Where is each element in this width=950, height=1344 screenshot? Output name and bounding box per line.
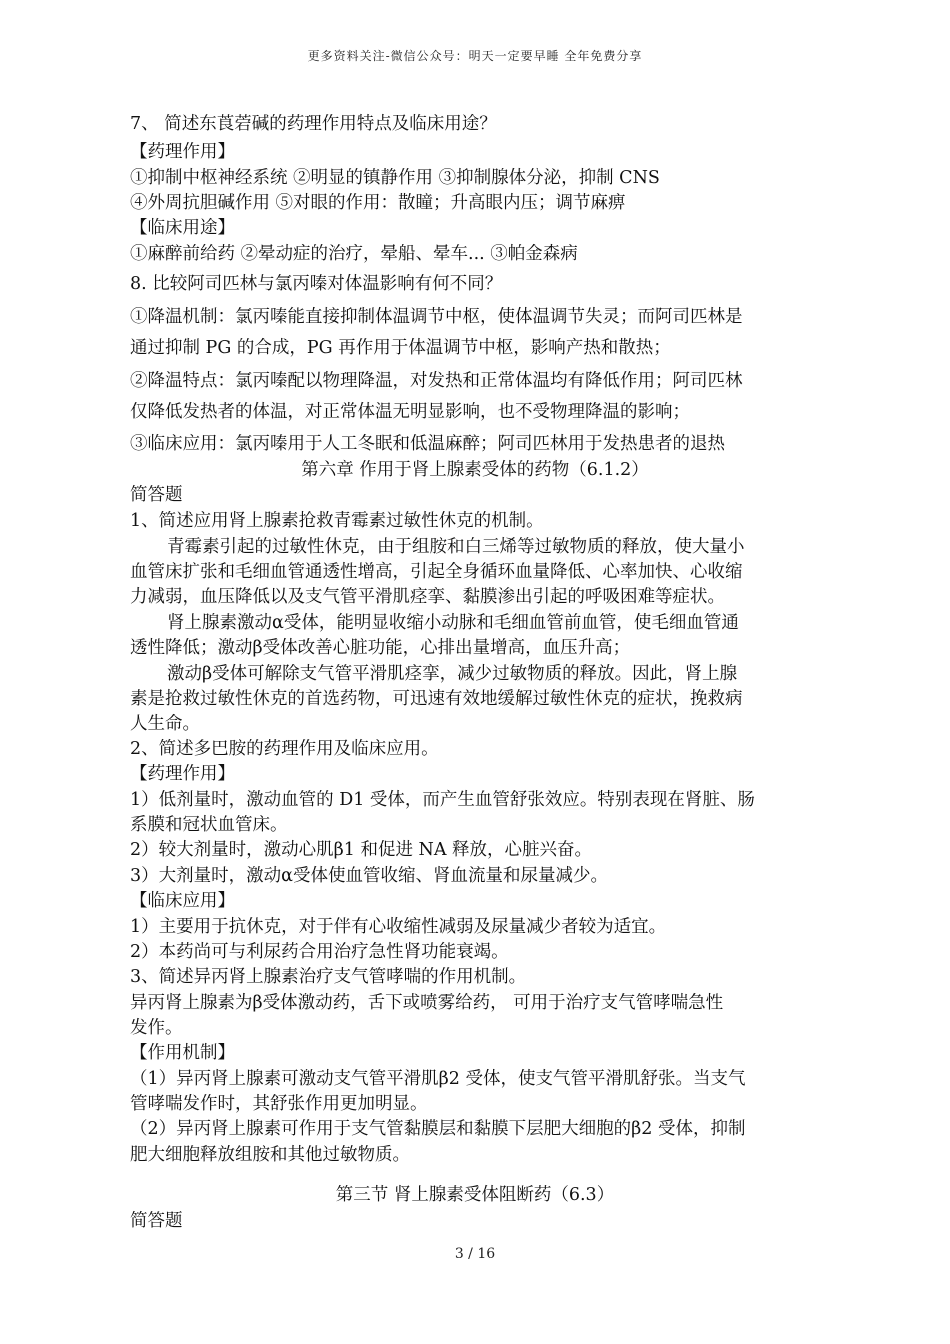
page-number: 3 / 16 [454,1246,496,1262]
paragraph-line: 透性降低；激动β受体改善心脏功能，心排出量增高，血压升高； [130,638,631,658]
text-line: 管哮喘发作时，其舒张作用更加明显。 [130,1094,428,1114]
text-line: 肥大细胞释放组胺和其他过敏物质。 [130,1145,410,1165]
text-line: 1）低剂量时，激动血管的 D1 受体，而产生血管舒张效应。特别表现在肾脏、肠 [130,790,755,810]
section-heading: 【药理作用】 [130,142,235,162]
text-line: 1）主要用于抗休克，对于伴有心收缩性减弱及尿量减少者较为适宜。 [130,917,667,937]
text-line: 2）较大剂量时，激动心肌β1 和促进 NA 释放，心脏兴奋。 [130,840,593,860]
text-line: （1）异丙肾上腺素可激动支气管平滑肌β2 受体，使支气管平滑肌舒张。当支气 [130,1069,746,1089]
chapter-title: 第六章 作用于肾上腺素受体的药物（6.1.2） [301,460,649,480]
question-3: 3、简述异丙肾上腺素治疗支气管哮喘的作用机制。 [130,967,527,987]
text-line: ①抑制中枢神经系统 ②明显的镇静作用 ③抑制腺体分泌，抑制 CNS [130,168,660,188]
section-heading: 【作用机制】 [130,1043,235,1063]
question-1: 1、简述应用肾上腺素抢救青霉素过敏性休克的机制。 [130,511,544,531]
section-heading: 【药理作用】 [130,764,235,784]
section-heading: 【临床应用】 [130,891,235,911]
paragraph-line: 青霉素引起的过敏性休克，由于组胺和白三烯等过敏物质的释放，使大量小 [167,537,745,557]
text-line: ②降温特点：氯丙嗪配以物理降温，对发热和正常体温均有降低作用；阿司匹林 [130,371,743,391]
text-line: 2）本药尚可与利尿药合用治疗急性肾功能衰竭。 [130,942,509,962]
paragraph-line: 人生命。 [130,714,200,734]
text-line: ④外周抗胆碱作用 ⑤对眼的作用：散瞳；升高眼内压；调节麻痹 [130,193,626,213]
text-line: 系膜和冠状血管床。 [130,815,288,835]
paragraph-line: 肾上腺素激动α受体，能明显收缩小动脉和毛细血管前血管，使毛细血管通 [167,613,739,633]
text-line: （2）异丙肾上腺素可作用于支气管黏膜层和黏膜下层肥大细胞的β2 受体，抑制 [130,1119,746,1139]
paragraph-line: 素是抢救过敏性休克的首选药物，可迅速有效地缓解过敏性休克的症状，挽救病 [130,689,743,709]
question-7: 7、 简述东莨菪碱的药理作用特点及临床用途？ [130,114,497,134]
subheading: 简答题 [130,1211,183,1231]
paragraph-line: 力减弱，血压降低以及支气管平滑肌痉挛、黏膜渗出引起的呼吸困难等症状。 [130,587,725,607]
section-heading: 【临床用途】 [130,218,235,238]
text-line: ①麻醉前给药 ②晕动症的治疗，晕船、晕车... ③帕金森病 [130,244,578,264]
subheading: 简答题 [130,485,183,505]
text-line: 通过抑制 PG 的合成，PG 再作用于体温调节中枢，影响产热和散热； [130,338,671,358]
text-line: 3）大剂量时，激动α受体使血管收缩、肾血流量和尿量减少。 [130,866,608,886]
paragraph-line: 激动β受体可解除支气管平滑肌痉挛，减少过敏物质的释放。因此，肾上腺 [167,664,738,684]
question-8: 8. 比较阿司匹林与氯丙嗪对体温影响有何不同？ [130,274,503,294]
section-title: 第三节 肾上腺素受体阻断药（6.3） [335,1185,615,1205]
page-header: 更多资料关注-微信公众号：明天一定要早睡 全年免费分享 [307,49,643,63]
text-line: 发作。 [130,1018,183,1038]
text-line: ①降温机制：氯丙嗪能直接抑制体温调节中枢，使体温调节失灵；而阿司匹林是 [130,307,743,327]
text-line: 仅降低发热者的体温，对正常体温无明显影响，也不受物理降温的影响； [130,402,690,422]
text-line: 异丙肾上腺素为β受体激动药，舌下或喷雾给药， 可用于治疗支气管哮喘急性 [130,993,724,1013]
question-2: 2、简述多巴胺的药理作用及临床应用。 [130,739,439,759]
paragraph-line: 血管床扩张和毛细血管通透性增高，引起全身循环血量降低、心率加快、心收缩 [130,562,743,582]
text-line: ③临床应用：氯丙嗪用于人工冬眠和低温麻醉；阿司匹林用于发热患者的退热 [130,434,725,454]
